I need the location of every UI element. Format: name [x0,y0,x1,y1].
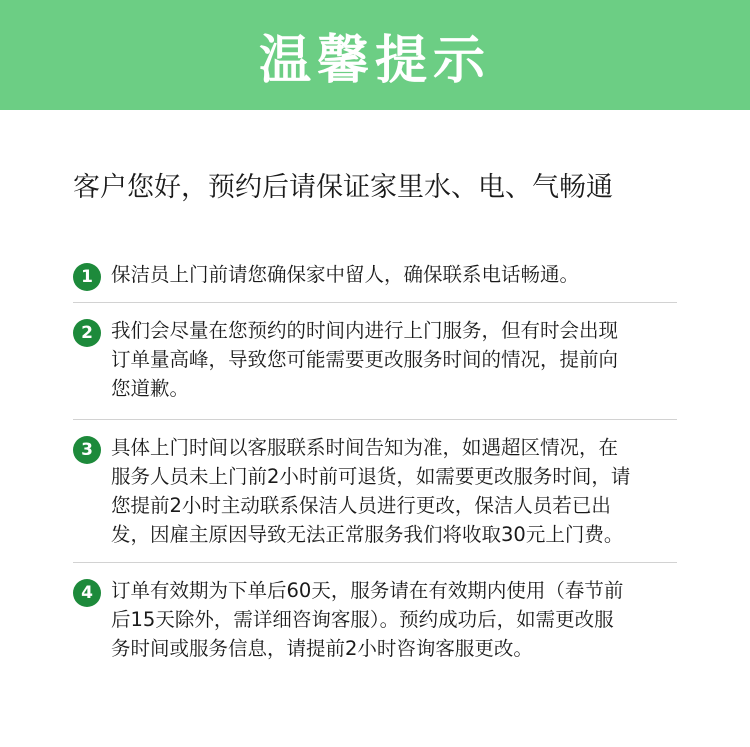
header-banner [0,0,750,110]
notice-text [111,576,677,663]
notice-line: 后15天除外，需详细咨询客服）。预约成功后，如需更改服 [111,608,614,631]
notice-line: 具体上门时间以客服联系时间告知为准，如遇超区情况，在 [111,436,619,459]
notice-line: 我们会尽量在您预约的时间内进行上门服务，但有时会出现 [111,319,619,342]
notice-list [73,254,677,673]
notice-item-1 [73,254,677,303]
notice-line: 您提前2小时主动联系保洁人员进行更改，保洁人员若已出 [111,494,611,517]
intro-text: 客户您好，预约后请保证家里水、电、气畅通 [73,172,613,203]
notice-text [111,433,677,549]
notice-line: 订单量高峰，导致您可能需要更改服务时间的情况，提前向 [111,348,619,371]
notice-text [111,260,677,289]
notice-line: 订单有效期为下单后60天，服务请在有效期内使用（春节前 [111,579,624,602]
notice-item-4 [73,563,677,673]
number-badge: 1 [73,263,101,291]
notice-line: 务时间或服务信息，请提前2小时咨询客服更改。 [111,637,533,660]
number-badge: 2 [73,319,101,347]
notice-item-2 [73,303,677,420]
notice-line: 保洁员上门前请您确保家中留人，确保联系电话畅通。 [111,263,580,286]
notice-text [111,316,677,403]
number-badge: 4 [73,579,101,607]
number-badge: 3 [73,436,101,464]
notice-line: 服务人员未上门前2小时前可退货，如需要更改服务时间，请 [111,465,631,488]
notice-line: 发，因雇主原因导致无法正常服务我们将收取30元上门费。 [111,523,624,546]
page-title: 温馨提示 [258,30,491,91]
notice-item-3 [73,420,677,563]
notice-line: 您道歉。 [111,377,190,400]
